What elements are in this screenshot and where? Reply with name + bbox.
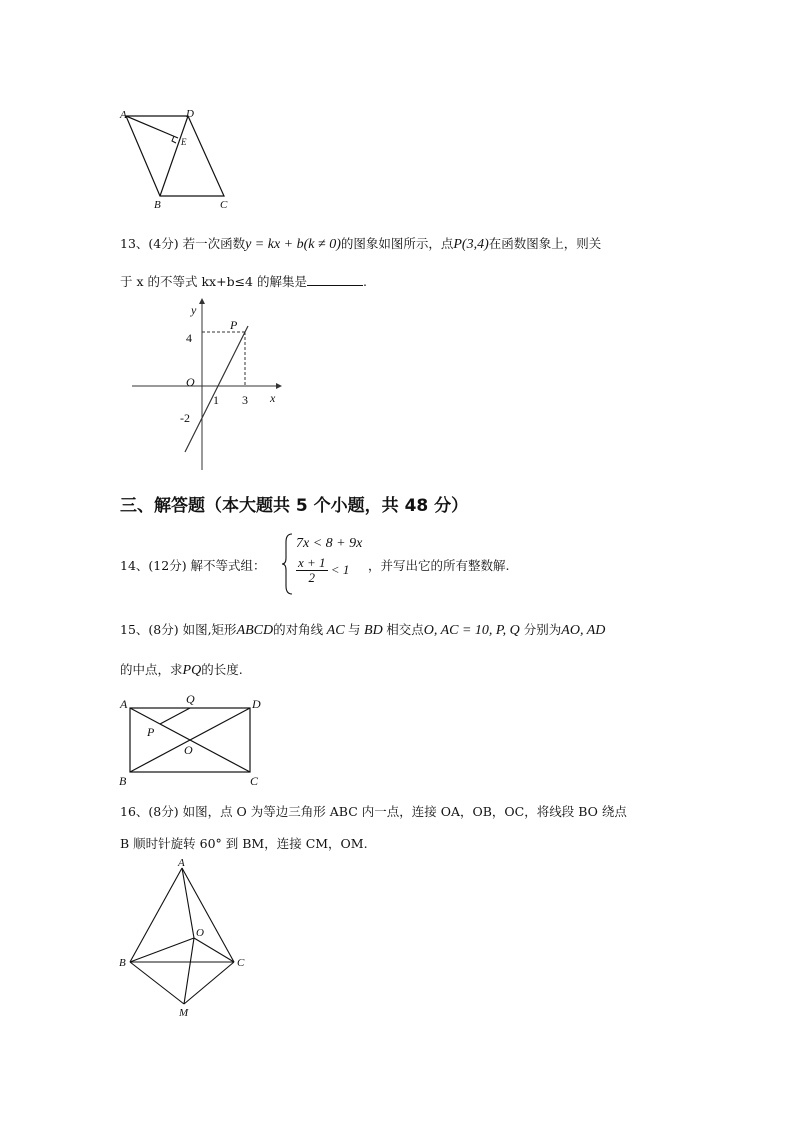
q14-suffix: ，并写出它的所有整数解. <box>368 558 510 573</box>
label-M: M <box>179 1007 189 1019</box>
label-B: B <box>119 957 126 969</box>
tick-3: 3 <box>242 393 248 407</box>
label-B: B <box>154 199 161 211</box>
label-E: E <box>181 137 187 147</box>
label-A: A <box>178 857 185 869</box>
tick-neg2: -2 <box>180 411 190 425</box>
rectangle-figure <box>116 690 276 790</box>
system-brace <box>282 532 294 596</box>
label-O: O <box>184 743 193 757</box>
label-C: C <box>250 774 259 788</box>
origin-label: O <box>186 375 195 389</box>
label-D: D <box>252 697 261 711</box>
label-C: C <box>237 957 245 969</box>
parallelogram-figure <box>118 108 238 212</box>
label-A: A <box>120 697 128 711</box>
label-O: O <box>196 927 204 939</box>
tick-1: 1 <box>213 393 219 407</box>
q14-prefix: 14、(12分) 解不等式组： <box>120 558 266 573</box>
label-C: C <box>220 199 228 211</box>
inequality-2: $\frac{x + 1}{2}$ < 1 <box>298 555 350 586</box>
linear-function-graph <box>128 298 288 474</box>
x-axis-label: x <box>270 391 276 405</box>
label-Q: Q <box>186 692 195 706</box>
label-A: A <box>120 109 127 121</box>
label-B: B <box>119 774 127 788</box>
answer-blank[interactable] <box>307 275 363 286</box>
q15-line2: 的中点，求PQ的长度. <box>120 662 243 678</box>
q15-line1: 15、(8分) 如图,矩形ABCD的对角线 AC 与 BD 相交点O, AC = 10, P, Q 分别为AO, AD <box>120 622 606 638</box>
point-P-label: P <box>230 318 238 332</box>
triangle-rotation-figure <box>116 858 266 1024</box>
q13-line1: 13、(4分) 若一次函数y = kx + b(k ≠ 0)的图象如图所示，点P(3,4)在函数图象上，则关 <box>120 236 602 252</box>
tick-4: 4 <box>186 331 192 345</box>
label-D: D <box>186 108 194 120</box>
y-axis-label: y <box>191 303 197 317</box>
q16-line2: B 顺时针旋转 60° 到 BM，连接 CM，OM. <box>120 836 368 851</box>
q13-line2: 于 x 的不等式 kx+b≤4 的解集是 . <box>120 274 367 289</box>
label-P: P <box>147 725 155 739</box>
q16-line1: 16、(8分) 如图，点 O 为等边三角形 ABC 内一点，连接 OA，OB，OC，将线段 BO 绕点 <box>120 804 627 819</box>
section-title: 三、解答题（本大题共 5 个小题，共 48 分） <box>120 496 469 516</box>
inequality-1: 7x < 8 + 9x <box>296 536 363 551</box>
